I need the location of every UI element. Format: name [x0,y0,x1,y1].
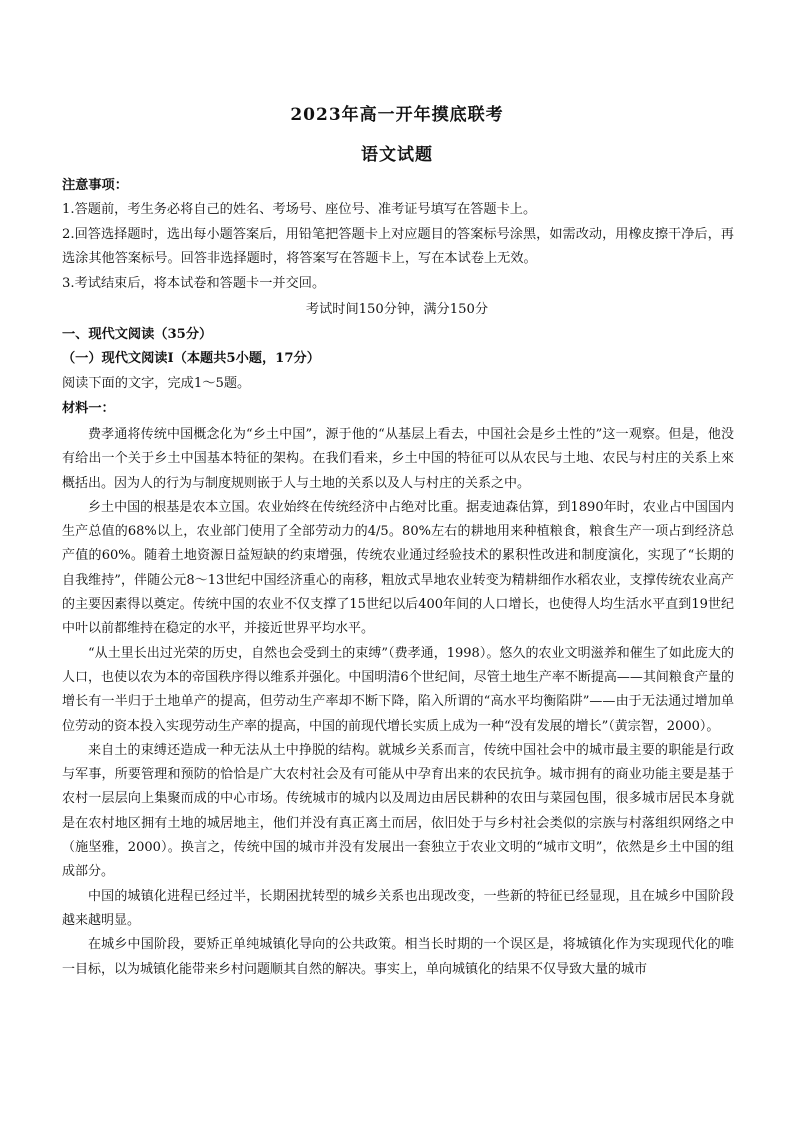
exam-subject: 语文试题 [361,145,433,165]
notice-item: 1.答题前，考生务必将自己的姓名、考场号、座位号、准考证号填写在答题卡上。 [62,202,537,217]
section-subtitle: （一）现代文阅读Ⅰ（本题共5小题，17分） [62,351,320,366]
notice-item: 2.回答选择题时，选出每小题答案后，用铅笔把答题卡上对应题目的答案标号涂黑，如需改动，用橡皮擦干净后，再选涂其他答案标号。回答非选择题时，将答案写在答题卡上，写在本试卷上无效。 [62,226,734,267]
notice-heading: 注意事项： [62,178,128,193]
notice-list [62,198,734,296]
exam-time-score: 考试时间150分钟，满分150分 [305,302,489,317]
section-title: 一、现代文阅读（35分） [62,327,213,342]
passage [62,423,734,982]
material-label: 材料一： [62,401,115,416]
passage-paragraph: “从土里长出过光荣的历史，自然也会受到土的束缚”（费孝通，1998）。悠久的农业文明滋养和催生了如此庞大的人口，也使以农为本的帝国秩序得以维系并强化。中国明清6个世纪间，尽管土地生产率不断提高——其间粮食产量的增长有一半归于土地单产的提高，但劳动生产率却不断下降，陷入所谓的“高水平均衡陷阱”——由于无法通过增加单位劳动的资本投入实现劳动生产率的提高，中国的前现代增长实质上成为一种“没有发展的增长”（黄宗智，2000）。 [62,645,734,734]
passage-paragraph: 在城乡中国阶段，要矫正单纯城镇化导向的公共政策。相当长时期的一个误区是，将城镇化作为实现现代化的唯一目标，以为城镇化能带来乡村问题顺其自然的解决。事实上，单向城镇化的结果不仅导致大量的城市 [62,937,734,977]
passage-paragraph: 费孝通将传统中国概念化为“乡土中国”，源于他的“从基层上看去，中国社会是乡土性的”这一观察。但是，他没有给出一个关于乡土中国基本特征的架构。在我们看来，乡土中国的特征可以从农民与土地、农民与村庄的关系上來概括出。因为人的行为与制度规则嵌于人与土地的关系以及人与村庄的关系之中。 [62,427,734,491]
exam-title: 2023年高一开年摸底联考 [290,105,504,125]
passage-paragraph: 来自土的束缚还造成一种无法从土中挣脱的结构。就城乡关系而言，传统中国社会中的城市最主要的职能是行政与军事，所要管理和预防的恰恰是广大农村社会及有可能从中孕育出来的农民抗争。城市拥有的商业功能主要是基于农村一层层向上集聚而成的中心市场。传统城市的城内以及周边由居民耕种的农田与菜园包围，很多城市居民本身就是在农村地区拥有土地的城居地主，他们并没有真正离土而居，依旧处于与乡村社会类似的宗族与村落组织网络之中（施坚雅，2000）。换言之，传统中国的城市并没有发展出一套独立于农业文明的“城市文明”，依然是乡土中国的组成部分。 [62,742,734,880]
passage-paragraph: 乡土中国的根基是农本立国。农业始终在传统经济中占绝对比重。据麦迪森估算，到1890年时，农业占中国国内生产总值的68%以上，农业部门使用了全部劳动力的4/5。80%左右的耕地用来种植粮食，粮食生产一项占到经济总产值的60%。随着土地资源日益短缺的约束增强，传统农业通过经验技术的累积性改进和制度演化，实现了“长期的自我维持”，伴随公元8～13世纪中国经济重心的南移，粗放式旱地农业转变为精耕细作水稻农业，支撑传统农业高产的主要因素得以奠定。传统中国的农业不仅支撑了15世纪以后400年间的人口增长，也使得人均生活水平直到19世纪中叶以前都维持在稳定的水平，并接近世界平均水平。 [62,499,734,637]
passage-paragraph: 中国的城镇化进程已经过半，长期困扰转型的城乡关系也出现改变，一些新的特征已经显现，且在城乡中国阶段越来越明显。 [62,888,734,928]
notice-item: 3.考试结束后，将本试卷和答题卡一并交回。 [62,275,326,291]
reading-instruction: 阅读下面的文字，完成1～5题。 [62,376,251,391]
